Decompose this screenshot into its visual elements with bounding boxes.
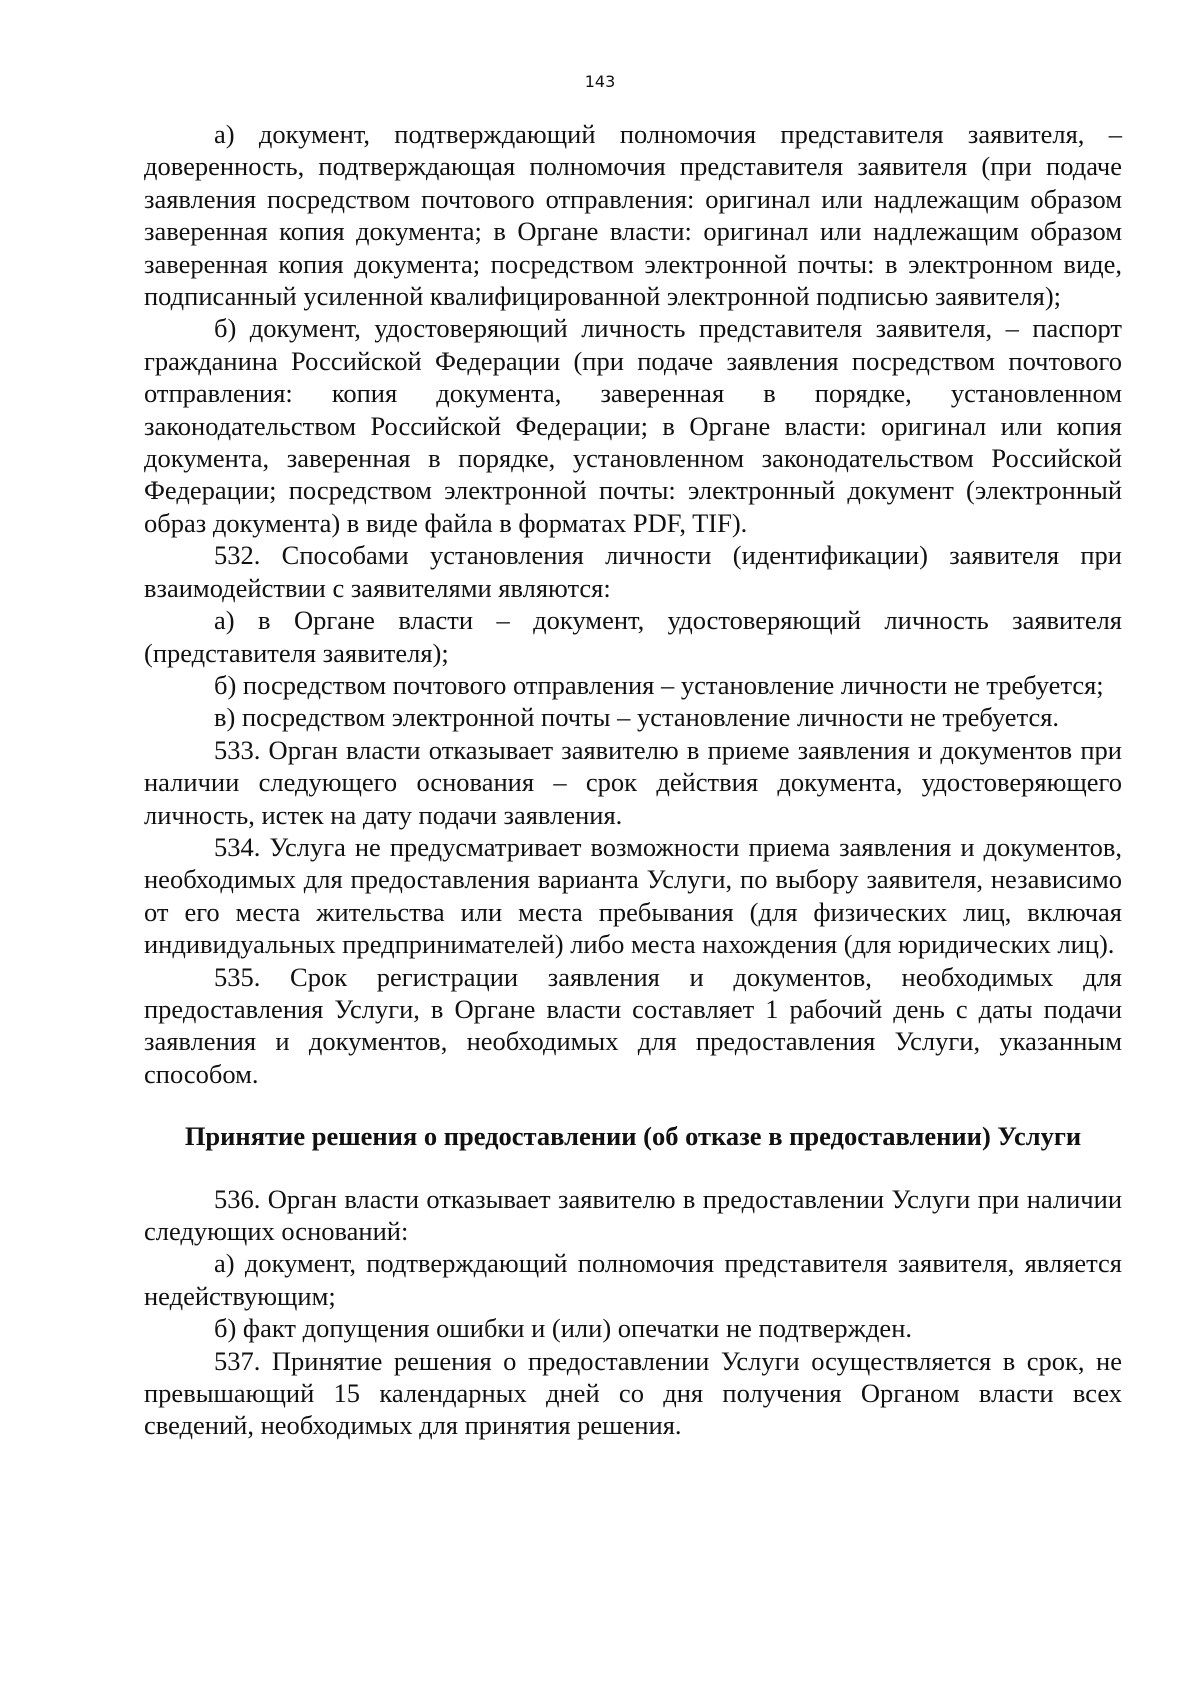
paragraph-534: 534. Услуга не предусматривает возможности приема заявления и документов, необходимых для предоставления варианта Услуги, по выбору заявителя, независимо от его места жительства или места пребывания (для физических лиц, включая индивидуальных предпринимателей) либо места нахождения (для юридических лиц). [144,831,1122,960]
paragraph-a-power-of-attorney: а) документ, подтверждающий полномочия представителя заявителя, – доверенность, подтверждающая полномочия представителя заявителя (при подаче заявления посредством почтового отправления: оригинал или надлежащим образом заверенная копия документа; в Органе власти: оригинал или надлежащим образом заверенная копия документа; посредством электронной почты: в электронном виде, подписанный усиленной квалифицированной электронной подписью заявителя); [144,119,1122,312]
paragraph-536-b: б) факт допущения ошибки и (или) опечатки не подтвержден. [214,1313,913,1344]
page-number: 143 [584,72,616,91]
paragraph-536-a: а) документ, подтверждающий полномочия представителя заявителя, является недействующим; [144,1248,1122,1311]
paragraph-532-b: б) посредством почтового отправления – установление личности не требуется; [214,669,1104,700]
paragraph-b-identity-document: б) документ, удостоверяющий личность представителя заявителя, – паспорт гражданина Российской Федерации (при подаче заявления посредством почтового отправления: копия документа, заверенная в порядке, установленном законодательством Российской Федерации; в Органе власти: оригинал или копия документа, заверенная в порядке, установленном законодательством Российской Федерации; посредством электронной почты: электронный документ (электронный образ документа) в виде файла в форматах PDF, TIF). [144,313,1122,538]
paragraph-537: 537. Принятие решения о предоставлении Услуги осуществляется в срок, не превышающий 15 календарных дней со дня получения Органом власти всех сведений, необходимых для принятия решения. [144,1345,1122,1441]
paragraph-533: 533. Орган власти отказывает заявителю в приеме заявления и документов при наличии следующего основания – срок действия документа, удостоверяющего личность, истек на дату подачи заявления. [144,734,1122,830]
paragraph-532-a: а) в Органе власти – документ, удостоверяющий личность заявителя (представителя заявителя); [144,605,1122,668]
paragraph-532-c: в) посредством электронной почты – установление личности не требуется. [214,702,1060,733]
document-body [144,118,1122,1442]
paragraph-535: 535. Срок регистрации заявления и документов, необходимых для предоставления Услуги, в Органе власти составляет 1 рабочий день с даты подачи заявления и документов, необходимых для предоставления Услуги, указанным способом. [144,961,1122,1089]
paragraph-532: 532. Способами установления личности (идентификации) заявителя при взаимодействии с заявителями являются: [144,540,1122,603]
paragraph-536: 536. Орган власти отказывает заявителю в предоставлении Услуги при наличии следующих оснований: [144,1183,1122,1246]
section-heading: Принятие решения о предоставлении (об отказе в предоставлении) Услуги [184,1121,1082,1152]
